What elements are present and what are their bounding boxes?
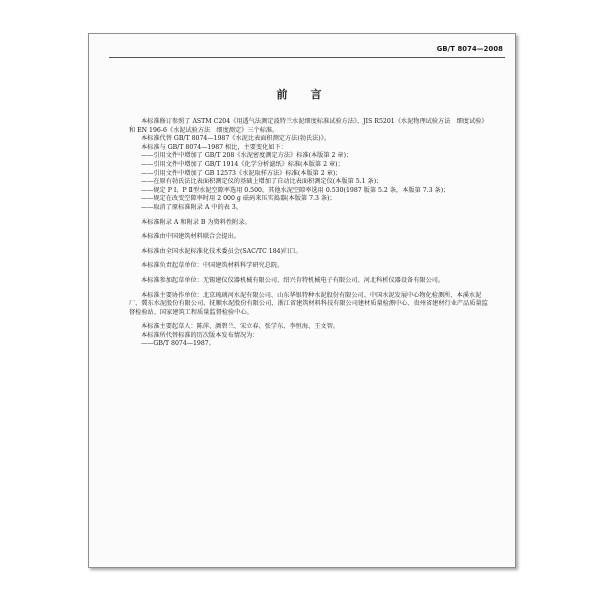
- paragraph-appendix: 本标准附录 A 和附录 B 为资料性附录。: [141, 218, 251, 226]
- change-item: ——规定在改变空隙率时用 2 000 g 砝码来压实捣器(本版第 7.3 条)；: [141, 195, 336, 203]
- paragraph-drafters: 本标准主要起草人：陈萍、颜碧兰、宋立春、张学东、李恒海、王文智。: [141, 323, 339, 331]
- paragraph-history-item: ——GB/T 8074—1987。: [141, 340, 215, 348]
- paragraph-replaces: 本标准代替 GB/T 8074—1987《水泥比表面积测定方法(勃氏法)》。: [141, 135, 330, 143]
- paragraph-history-intro: 本标准所代替标准的历次版本发布情况为：: [141, 331, 259, 339]
- paragraph-changes-intro: 本标准与 GB/T 8074—1987 相比，主要变化如下：: [141, 143, 287, 151]
- page-title: 前 言: [276, 88, 328, 101]
- paragraph-centralized-by: 本标准由全国水泥标准化技术委员会(SAC/TC 184)归口。: [141, 247, 302, 255]
- paragraph-drafting-unit: 本标准负责起草单位：中国建筑材料科学研究总院。: [141, 262, 284, 270]
- paragraph-proposed-by: 本标准由中国建筑材料联合会提出。: [141, 233, 240, 241]
- change-item: ——引用文件中增加了 GB/T 1914《化学分析滤纸》标准(本版第 2 章)；: [141, 160, 344, 168]
- standard-code: GB/T 8074—2008: [436, 45, 503, 53]
- change-item: ——在原有勃氏法比表面积测定仪的基础上增加了自动比表面积测定仪(本版第 5.1 条)；: [141, 178, 383, 186]
- change-item: ——引用文件中增加了 GB 12573《水泥取样方法》标准(本版第 2 章)；: [141, 169, 342, 177]
- paragraph-references: 本标准修订参照了 ASTM C204《用透气法测定波特兰水泥细度标准试验方法》、JIS R5201《水泥物理试验方法 细度试验》和 EN 196-6《水泥试验方法 细度测定》三个标准。: [129, 118, 488, 134]
- paragraph-participating-units: 本标准参加起草单位：无锡建仪仪器机械有限公司、绍兴肯特机械电子有限公司、河北科析仪器设备有限公司。: [141, 276, 445, 284]
- change-item: ——取消了原标准附录 A 中的表 3。: [141, 203, 242, 211]
- header-rule: [109, 57, 505, 58]
- document-page: [88, 33, 516, 568]
- paragraph-cooperating-units: 本标准主要协作单位：北京琉璃河水泥有限公司、山东华银特种水泥股份有限公司、中国水泥发展中心物化检测所、本溪水泥厂、冀东水泥股份有限公司、抚顺水泥股份有限公司、浙江省建筑材料科技有限公司建材质量检测中心、贵州省建材行业产品质量监督检验站、国家建筑工程质量监督检验中心。: [129, 291, 488, 316]
- foreword-body: [129, 118, 489, 349]
- change-item: ——引用文件中增加了 GB/T 208《水泥密度测定方法》标准(本版第 2 章)；: [141, 152, 353, 160]
- change-item: ——规定 P Ⅰ、P Ⅱ型水泥空隙率选用 0.500，其他水泥空隙率选用 0.530(1987 版第 5.2 条，本版第 7.3 条)；: [141, 186, 450, 194]
